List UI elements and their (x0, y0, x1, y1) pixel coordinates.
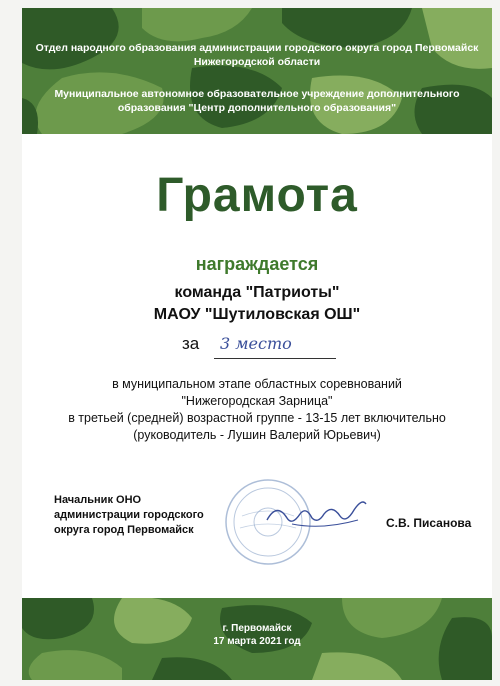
body-line-4: (руководитель - Лушин Валерий Юрьевич) (133, 428, 381, 442)
signatory-position (54, 493, 204, 538)
footer-camo-band (22, 598, 492, 680)
for-label: за (182, 334, 200, 353)
certificate-sheet (22, 8, 492, 680)
certificate-title: Грамота (156, 169, 358, 222)
body-line-1: в муниципальном этапе областных соревнований (112, 377, 402, 391)
signatory-name: С.В. Писанова (386, 516, 472, 530)
awarded-label: награждается (195, 254, 319, 274)
body-line-2: "Нижегородская Зарница" (181, 394, 333, 408)
header-inst-line2: образования "Центр дополнительного образования" (117, 101, 397, 114)
position-line-3: округа город Первомайск (54, 524, 194, 536)
header-inst-line1: Муниципальное автономное образовательное учреждение дополнительного (54, 88, 460, 100)
team-name: команда "Патриоты" (174, 284, 340, 301)
camo-pattern-top (22, 8, 492, 134)
header-org-line1: Отдел народного образования администрации городского округа город Первомайск (35, 42, 479, 54)
footer-text (22, 622, 492, 648)
header-camo-band (22, 8, 492, 134)
header-inst-text (22, 88, 492, 115)
position-line-1: Начальник ОНО (54, 494, 142, 506)
place-handwritten: 3 место (220, 334, 292, 353)
body-line-3: в третьей (средней) возрастной группе - 13-15 лет включительно (68, 411, 446, 425)
certificate-body (22, 376, 492, 444)
school-name: МАОУ "Шутиловская ОШ" (153, 306, 361, 323)
footer-date: 17 марта 2021 год (213, 636, 301, 647)
header-org-text (22, 42, 492, 69)
footer-city: г. Первомайск (222, 623, 292, 634)
position-line-2: администрации городского (54, 509, 204, 521)
header-org-line2: Нижегородской области (193, 55, 321, 68)
handwritten-signature (262, 490, 372, 540)
